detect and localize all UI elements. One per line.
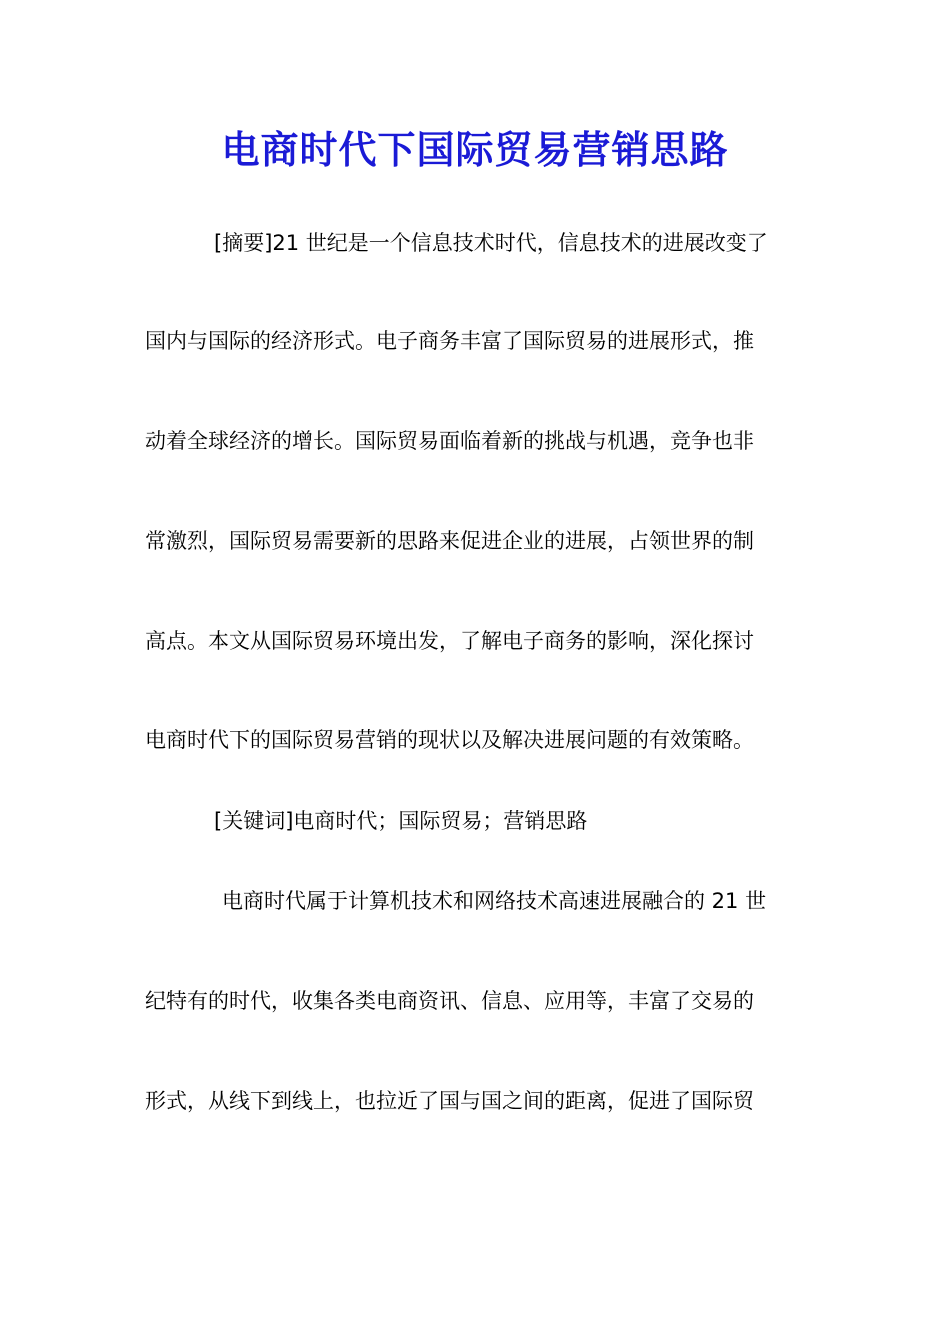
body-line: 形式，从线下到线上，也拉近了国与国之间的距离，促进了国际贸 xyxy=(145,1089,754,1113)
abstract-line: 常激烈，国际贸易需要新的思路来促进企业的进展，占领世界的制 xyxy=(145,529,754,553)
document-title: 电商时代下国际贸易营销思路 xyxy=(221,127,729,172)
keywords-line: [关键词]电商时代；国际贸易；营销思路 xyxy=(214,809,588,833)
abstract-line: [摘要]21 世纪是一个信息技术时代，信息技术的进展改变了 xyxy=(214,231,768,255)
abstract-line: 高点。本文从国际贸易环境出发，了解电子商务的影响，深化探讨 xyxy=(145,629,754,653)
abstract-line: 电商时代下的国际贸易营销的现状以及解决进展问题的有效策略。 xyxy=(145,728,754,752)
abstract-line: 国内与国际的经济形式。电子商务丰富了国际贸易的进展形式，推 xyxy=(145,329,754,353)
body-line: 纪特有的时代，收集各类电商资讯、信息、应用等，丰富了交易的 xyxy=(145,989,754,1013)
body-line: 电商时代属于计算机技术和网络技术高速进展融合的 21 世 xyxy=(222,889,767,913)
abstract-line: 动着全球经济的增长。国际贸易面临着新的挑战与机遇，竞争也非 xyxy=(145,429,754,453)
